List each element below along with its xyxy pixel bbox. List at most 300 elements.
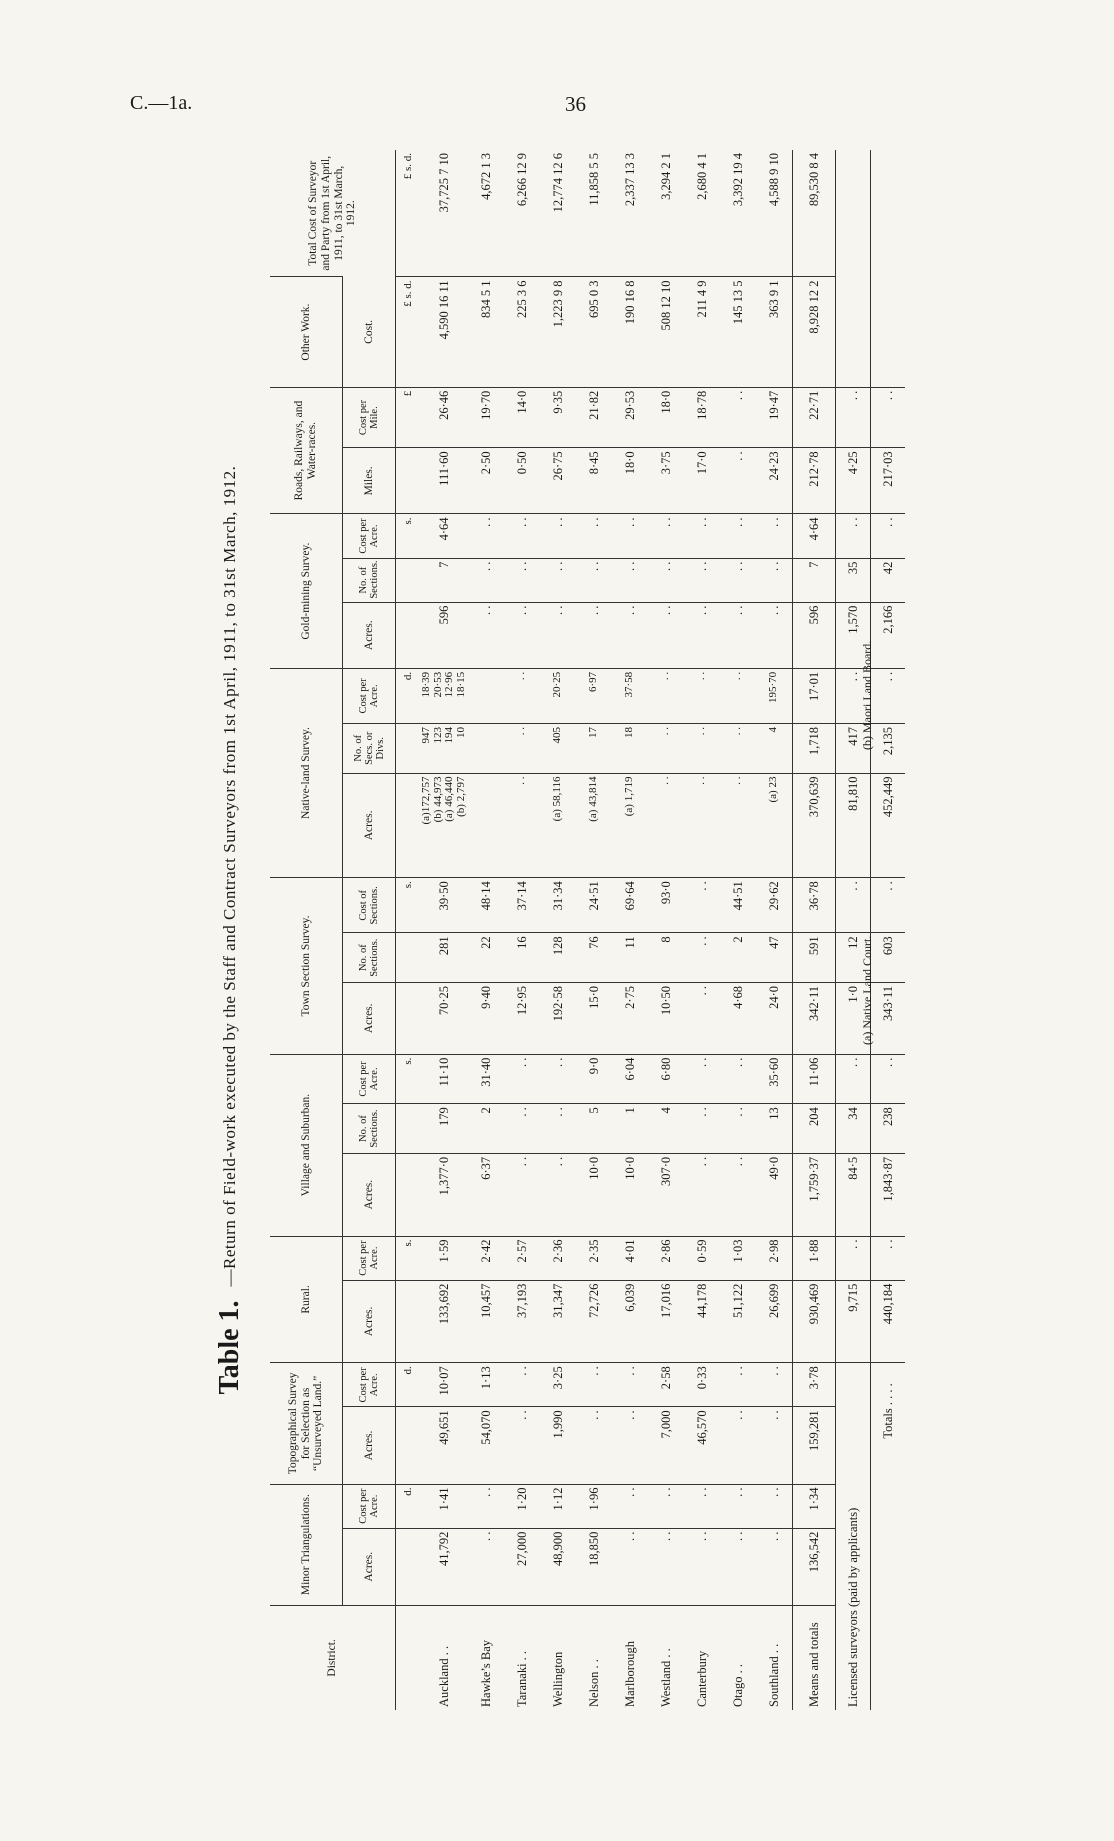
roads-miles-cell: 4·25	[836, 448, 871, 514]
native-acres-cell: 370,639	[793, 773, 836, 878]
gold-secs-cell: . .	[468, 558, 504, 602]
district-cell: Hawke’s Bay	[468, 1605, 504, 1710]
gold-acres-cell: 2,166	[871, 602, 906, 668]
unit-s: s.	[396, 878, 421, 933]
gold-secs-cell: . .	[504, 558, 540, 602]
total-cell: 3,294 2 1	[658, 153, 673, 200]
gold-acres-cell: . .	[468, 602, 504, 668]
gold-acres-cell: . .	[612, 602, 648, 668]
minor-cost-cell: . .	[648, 1484, 684, 1528]
village-acres-cell: . .	[504, 1153, 540, 1236]
footnote-b: (b) Maori Land Board.	[860, 640, 874, 750]
town-acres-cell: 9·40	[468, 982, 504, 1054]
minor-acres-cell: . .	[612, 1528, 648, 1605]
native-acres-line: (a) 43,814	[587, 776, 600, 822]
rural-cost-cell: . .	[836, 1236, 871, 1280]
native-cost-cell	[468, 668, 504, 723]
native-acres-line: . .	[515, 776, 528, 785]
village-cost-cell: . .	[504, 1054, 540, 1104]
rural-acres-cell: 17,016	[648, 1280, 684, 1363]
native-cost-cell	[648, 668, 684, 723]
roads-miles-cell: 18·0	[612, 448, 648, 514]
roads-cost-cell: 26·46	[420, 387, 468, 448]
native-acres-cell	[504, 773, 540, 878]
topo-cost-cell: . .	[612, 1363, 648, 1407]
village-secs-cell: . .	[540, 1104, 576, 1154]
town-secs-cell: 76	[576, 933, 612, 983]
minor-acres-cell: 48,900	[540, 1528, 576, 1605]
roads-miles-header: Miles.	[343, 448, 396, 514]
town-secs-cell: 281	[420, 933, 468, 983]
roads-cost-cell: 19·70	[468, 387, 504, 448]
town-secs-cell: 591	[793, 933, 836, 983]
gold-cost-cell: . .	[684, 514, 720, 558]
topo-acres-cell: . .	[720, 1407, 756, 1484]
town-secs-cell: 2	[720, 933, 756, 983]
native-cost-cell: 17·01	[793, 668, 836, 723]
unit-d: d.	[396, 668, 421, 723]
gold-cost-cell: . .	[648, 514, 684, 558]
gold-cost-header: Cost per Acre.	[343, 514, 396, 558]
other-cell: 145 13 5	[720, 277, 756, 387]
town-cost-cell: 39·50	[420, 878, 468, 933]
gold-cost-cell: . .	[836, 514, 871, 558]
town-secs-cell: 8	[648, 933, 684, 983]
units-row	[396, 150, 421, 1710]
town-cost-cell: . .	[684, 878, 720, 933]
native-cost-cell	[720, 668, 756, 723]
roads-cost-cell: 29·53	[612, 387, 648, 448]
unit-d: d.	[396, 1363, 421, 1407]
sub-header-row	[343, 150, 396, 1710]
town-secs-cell: 47	[756, 933, 793, 983]
village-secs-cell: 34	[836, 1104, 871, 1154]
footnote-a: (a) Native Land Court.	[860, 935, 874, 1045]
rural-cost-cell: 2·98	[756, 1236, 793, 1280]
rural-acres-cell: 440,184	[871, 1280, 906, 1363]
minor-acres-cell: 136,542	[793, 1528, 836, 1605]
town-acres-cell: 2·75	[612, 982, 648, 1054]
village-acres-cell: 10·0	[576, 1153, 612, 1236]
village-acres-cell: 307·0	[648, 1153, 684, 1236]
minor-acres-cell: . .	[648, 1528, 684, 1605]
topo-cost-cell: . .	[720, 1363, 756, 1407]
district-cell: Southland . .	[756, 1605, 793, 1710]
gold-cost-cell: . .	[540, 514, 576, 558]
topo-header: Topographical Survey for Selection as “Unsurveyed Land.”	[270, 1363, 343, 1484]
native-secs-cell	[576, 723, 612, 773]
table-row	[684, 150, 720, 1710]
roads-miles-cell: 8·45	[576, 448, 612, 514]
rural-cost-cell: 1·03	[720, 1236, 756, 1280]
roads-miles-cell: . .	[720, 448, 756, 514]
gold-secs-cell: . .	[576, 558, 612, 602]
roads-cost-cell: . .	[720, 387, 756, 448]
total-cell: 2,680 4 1	[694, 153, 709, 200]
topo-cost-cell: 3·25	[540, 1363, 576, 1407]
native-acres-cell	[720, 773, 756, 878]
native-acres-line: (a) 1,719	[623, 776, 636, 817]
native-cost-line: 37·58	[623, 671, 636, 698]
roads-cost-header: Cost per Mile.	[343, 387, 396, 448]
town-acres-cell: . .	[684, 982, 720, 1054]
topo-cost-cell: 1·13	[468, 1363, 504, 1407]
gold-secs-cell: . .	[756, 558, 793, 602]
table-number: Table 1.	[214, 1300, 245, 1395]
roads-cost-cell: 18·78	[684, 387, 720, 448]
district-cell: Westland . .	[648, 1605, 684, 1710]
table-row	[420, 150, 468, 1710]
village-acres-cell: 84·5	[836, 1153, 871, 1236]
other-cell: 8,928 12 2	[793, 277, 836, 387]
table-caption: —Return of Field-work executed by the Staff and Contract Surveyors from 1st April, 1911, to 31st March, 1912.	[220, 465, 239, 1287]
gold-acres-cell: . .	[576, 602, 612, 668]
village-secs-cell: 5	[576, 1104, 612, 1154]
village-acres-cell: 10·0	[612, 1153, 648, 1236]
village-secs-header: No. of Sections.	[343, 1104, 396, 1154]
minor-acres-cell: . .	[720, 1528, 756, 1605]
village-secs-cell: 204	[793, 1104, 836, 1154]
rural-cost-cell: 1·59	[420, 1236, 468, 1280]
village-acres-cell: 1,843·87	[871, 1153, 906, 1236]
minor-cost-cell: 1·34	[793, 1484, 836, 1528]
district-cell: Canterbury	[684, 1605, 720, 1710]
minor-cost-cell: 1·12	[540, 1484, 576, 1528]
gold-secs-cell: 35	[836, 558, 871, 602]
native-secs-line: 4	[767, 726, 780, 733]
rural-cost-cell: 2·35	[576, 1236, 612, 1280]
town-cost-cell: 44·51	[720, 878, 756, 933]
town-acres-cell: 4·68	[720, 982, 756, 1054]
district-cell: Wellington	[540, 1605, 576, 1710]
gold-cost-cell: . .	[468, 514, 504, 558]
gold-secs-cell: . .	[648, 558, 684, 602]
native-cost-cell	[504, 668, 540, 723]
topo-acres-cell: . .	[504, 1407, 540, 1484]
native-secs-cell	[612, 723, 648, 773]
roads-miles-cell: 0·50	[504, 448, 540, 514]
roads-miles-cell: 17·0	[684, 448, 720, 514]
native-acres-line: (a)172,757	[420, 776, 432, 825]
topo-acres-cell: 46,570	[684, 1407, 720, 1484]
town-cost-cell: 93·0	[648, 878, 684, 933]
native-acres-cell	[420, 773, 468, 878]
native-acres-cell: 452,449	[871, 773, 906, 878]
gold-acres-header: Acres.	[343, 602, 396, 668]
gold-cost-cell: 4·64	[420, 514, 468, 558]
rural-cost-cell: 2·86	[648, 1236, 684, 1280]
roads-miles-cell: 212·78	[793, 448, 836, 514]
gold-acres-cell: 596	[793, 602, 836, 668]
minor-acres-cell: . .	[684, 1528, 720, 1605]
minor-acres-cell: 27,000	[504, 1528, 540, 1605]
rural-cost-cell: 2·36	[540, 1236, 576, 1280]
gold-secs-cell: . .	[540, 558, 576, 602]
total-cell: 4,672 1 3	[478, 153, 493, 200]
native-cost-line: 18·15	[454, 671, 467, 698]
native-acres-cell	[756, 773, 793, 878]
village-secs-cell: 238	[871, 1104, 906, 1154]
district-cell: Nelson . .	[576, 1605, 612, 1710]
table-title	[200, 150, 260, 1710]
rotated-table-area	[200, 150, 940, 1710]
total-header: Total Cost of Surveyor and Party from 1st April, 1911, to 31st March, 1912.	[270, 150, 396, 277]
native-cost-line: 18·39	[420, 671, 432, 698]
gold-cost-cell: . .	[756, 514, 793, 558]
topo-acres-cell: 54,070	[468, 1407, 504, 1484]
table-row	[756, 150, 793, 1710]
village-secs-cell: 4	[648, 1104, 684, 1154]
gold-cost-cell: . .	[504, 514, 540, 558]
gold-cost-cell: . .	[612, 514, 648, 558]
village-cost-cell: 31·40	[468, 1054, 504, 1104]
topo-cost-cell: 10·07	[420, 1363, 468, 1407]
village-acres-cell: 1,759·37	[793, 1153, 836, 1236]
town-cost-cell: 36·78	[793, 878, 836, 933]
village-secs-cell: 179	[420, 1104, 468, 1154]
native-secs-cell	[720, 723, 756, 773]
native-acres-cell	[612, 773, 648, 878]
town-cost-cell: . .	[871, 878, 906, 933]
town-acres-cell: 70·25	[420, 982, 468, 1054]
district-cell: Otago . .	[720, 1605, 756, 1710]
native-header: Native-land Survey.	[270, 668, 343, 877]
gold-acres-cell: . .	[756, 602, 793, 668]
town-secs-cell: 16	[504, 933, 540, 983]
native-acres-cell	[648, 773, 684, 878]
topo-acres-cell: 1,990	[540, 1407, 576, 1484]
village-cost-cell: . .	[684, 1054, 720, 1104]
town-secs-cell: . .	[684, 933, 720, 983]
rural-acres-cell: 31,347	[540, 1280, 576, 1363]
town-acres-cell: 342·11	[793, 982, 836, 1054]
town-cost-cell: 69·64	[612, 878, 648, 933]
native-acres-line: (a) 23	[767, 776, 780, 803]
other-cost-header: Cost.	[343, 277, 396, 387]
roads-cost-cell: 22·71	[793, 387, 836, 448]
topo-acres-cell: 49,651	[420, 1407, 468, 1484]
village-header: Village and Suburban.	[270, 1054, 343, 1236]
village-cost-cell: . .	[720, 1054, 756, 1104]
rural-acres-cell: 10,457	[468, 1280, 504, 1363]
rural-cost-cell: 2·57	[504, 1236, 540, 1280]
native-secs-cell: 417	[836, 723, 871, 773]
total-cell: 4,588 9 10	[766, 153, 781, 207]
native-secs-cell	[468, 723, 504, 773]
minor-acres-cell: . .	[756, 1528, 793, 1605]
gold-acres-cell: . .	[504, 602, 540, 668]
rural-acres-cell: 26,699	[756, 1280, 793, 1363]
village-secs-cell: . .	[504, 1104, 540, 1154]
town-header: Town Section Survey.	[270, 878, 343, 1054]
village-secs-cell: 1	[612, 1104, 648, 1154]
topo-cost-cell: 0·33	[684, 1363, 720, 1407]
minor-acres-cell: 41,792	[420, 1528, 468, 1605]
gold-secs-cell: 42	[871, 558, 906, 602]
native-secs-line: 405	[551, 726, 564, 744]
native-cost-line: 20·25	[551, 671, 564, 698]
rural-acres-header: Acres.	[343, 1280, 396, 1363]
rural-acres-cell: 37,193	[504, 1280, 540, 1363]
topo-acres-cell: 159,281	[793, 1407, 836, 1484]
town-acres-cell: 1·0	[836, 982, 871, 1054]
native-acres-line: (a) 46,440	[443, 776, 456, 822]
native-cost-cell	[540, 668, 576, 723]
blank-cell	[836, 150, 871, 387]
roads-miles-cell: 24·23	[756, 448, 793, 514]
town-acres-header: Acres.	[343, 982, 396, 1054]
total-cell: 6,266 12 9	[514, 153, 529, 207]
topo-cost-cell: . .	[576, 1363, 612, 1407]
gold-acres-cell: . .	[684, 602, 720, 668]
native-acres-line: (a) 58,116	[551, 776, 564, 822]
rural-cost-header: Cost per Acre.	[343, 1236, 396, 1280]
village-acres-cell: . .	[720, 1153, 756, 1236]
rural-acres-cell: 133,692	[420, 1280, 468, 1363]
native-cost-cell	[756, 668, 793, 723]
native-acres-line: . .	[659, 776, 672, 785]
rural-cost-cell: . .	[871, 1236, 906, 1280]
town-cost-cell: 37·14	[504, 878, 540, 933]
minor-acres-cell: 18,850	[576, 1528, 612, 1605]
rural-acres-cell: 51,122	[720, 1280, 756, 1363]
native-cost-line: . .	[659, 671, 672, 681]
minor-acres-header: Acres.	[343, 1528, 396, 1605]
minor-cost-cell: . .	[756, 1484, 793, 1528]
gold-acres-cell: . .	[540, 602, 576, 668]
gold-acres-cell: 1,570	[836, 602, 871, 668]
roads-cost-cell: 19·47	[756, 387, 793, 448]
town-cost-cell: 29·62	[756, 878, 793, 933]
total-cell: 37,725 7 10	[436, 153, 451, 213]
minor-acres-cell: . .	[468, 1528, 504, 1605]
town-secs-cell: 11	[612, 933, 648, 983]
native-cost-line: 20·53	[431, 671, 444, 698]
minor-cost-cell: . .	[612, 1484, 648, 1528]
roads-miles-cell: 3·75	[648, 448, 684, 514]
native-cost-cell	[684, 668, 720, 723]
village-cost-cell: 9·0	[576, 1054, 612, 1104]
village-cost-cell: 6·80	[648, 1054, 684, 1104]
table-row	[504, 150, 540, 1710]
topo-cost-cell: 3·78	[793, 1363, 836, 1407]
district-cell: Marlborough	[612, 1605, 648, 1710]
minor-cost-cell: . .	[684, 1484, 720, 1528]
topo-cost-cell: 2·58	[648, 1363, 684, 1407]
town-secs-cell: 12	[836, 933, 871, 983]
native-secs-line: 123	[431, 726, 444, 744]
native-secs-cell	[420, 723, 468, 773]
roads-cost-cell: 14·0	[504, 387, 540, 448]
total-cell: 2,337 13 3	[622, 153, 637, 207]
table-row	[576, 150, 612, 1710]
topo-acres-cell: 7,000	[648, 1407, 684, 1484]
town-cost-cell: 31·34	[540, 878, 576, 933]
licensed-label: Licensed surveyors (paid by applicants)	[836, 1363, 871, 1710]
town-secs-cell: 22	[468, 933, 504, 983]
topo-acres-cell: . .	[612, 1407, 648, 1484]
gold-cost-cell: . .	[576, 514, 612, 558]
town-cost-header: Cost of Sections.	[343, 878, 396, 933]
native-acres-header: Acres.	[343, 773, 396, 878]
rural-cost-cell: 4·01	[612, 1236, 648, 1280]
table-row	[612, 150, 648, 1710]
gold-secs-cell: . .	[684, 558, 720, 602]
minor-cost-cell: 1·96	[576, 1484, 612, 1528]
rural-cost-cell: 2·42	[468, 1236, 504, 1280]
rural-acres-cell: 44,178	[684, 1280, 720, 1363]
native-secs-cell	[648, 723, 684, 773]
total-cell: 11,858 5 5	[586, 153, 601, 206]
other-cell: 211 4 9	[684, 277, 720, 387]
native-cost-cell	[576, 668, 612, 723]
village-acres-cell: 49·0	[756, 1153, 793, 1236]
town-secs-header: No. of Sections.	[343, 933, 396, 983]
town-cost-cell: 48·14	[468, 878, 504, 933]
gold-secs-cell: 7	[420, 558, 468, 602]
village-cost-header: Cost per Acre.	[343, 1054, 396, 1104]
blank-cell	[871, 150, 906, 387]
village-acres-cell: . .	[540, 1153, 576, 1236]
district-header: District.	[270, 1605, 396, 1710]
native-cost-line: . .	[515, 671, 528, 681]
native-cost-header: Cost per Acre.	[343, 668, 396, 723]
gold-secs-cell: 7	[793, 558, 836, 602]
table-row	[468, 150, 504, 1710]
roads-cost-cell: . .	[836, 387, 871, 448]
means-totals-row	[793, 150, 836, 1710]
total-cell: 12,774 12 6	[550, 153, 565, 213]
town-acres-cell: 15·0	[576, 982, 612, 1054]
gold-acres-cell: . .	[648, 602, 684, 668]
native-acres-cell: 81,810	[836, 773, 871, 878]
town-acres-cell: 343·11	[871, 982, 906, 1054]
topo-acres-cell: . .	[756, 1407, 793, 1484]
table-row	[720, 150, 756, 1710]
native-secs-cell: 2,135	[871, 723, 906, 773]
native-secs-line: 17	[587, 726, 600, 738]
town-cost-cell: 24·51	[576, 878, 612, 933]
native-cost-line: 6·97	[587, 671, 600, 692]
gold-acres-cell: 596	[420, 602, 468, 668]
unit-d: d.	[396, 1484, 421, 1528]
native-acres-cell	[468, 773, 504, 878]
roads-cost-cell: 9·35	[540, 387, 576, 448]
village-cost-cell: 11·06	[793, 1054, 836, 1104]
native-secs-line: . .	[695, 726, 708, 736]
native-cost-line: 12·96	[443, 671, 456, 698]
topo-cost-cell: . .	[756, 1363, 793, 1407]
district-cell: Auckland . .	[420, 1605, 468, 1710]
town-secs-cell: 128	[540, 933, 576, 983]
gold-acres-cell: . .	[720, 602, 756, 668]
town-secs-cell: 603	[871, 933, 906, 983]
other-header: Other Work.	[270, 277, 343, 387]
native-cost-cell	[420, 668, 468, 723]
district-cell: Taranaki . .	[504, 1605, 540, 1710]
other-cell: 834 5 1	[468, 277, 504, 387]
other-cell: 190 16 8	[612, 277, 648, 387]
native-cost-cell: . .	[836, 668, 871, 723]
page-code: C.—1a.	[130, 92, 193, 114]
unit-pound: £	[396, 387, 421, 448]
native-secs-header: No. of Secs. or Divs.	[343, 723, 396, 773]
native-cost-line: 195·70	[767, 671, 780, 703]
topo-acres-cell: . .	[576, 1407, 612, 1484]
native-secs-cell	[504, 723, 540, 773]
village-secs-cell: . .	[684, 1104, 720, 1154]
rural-cost-cell: 1·88	[793, 1236, 836, 1280]
